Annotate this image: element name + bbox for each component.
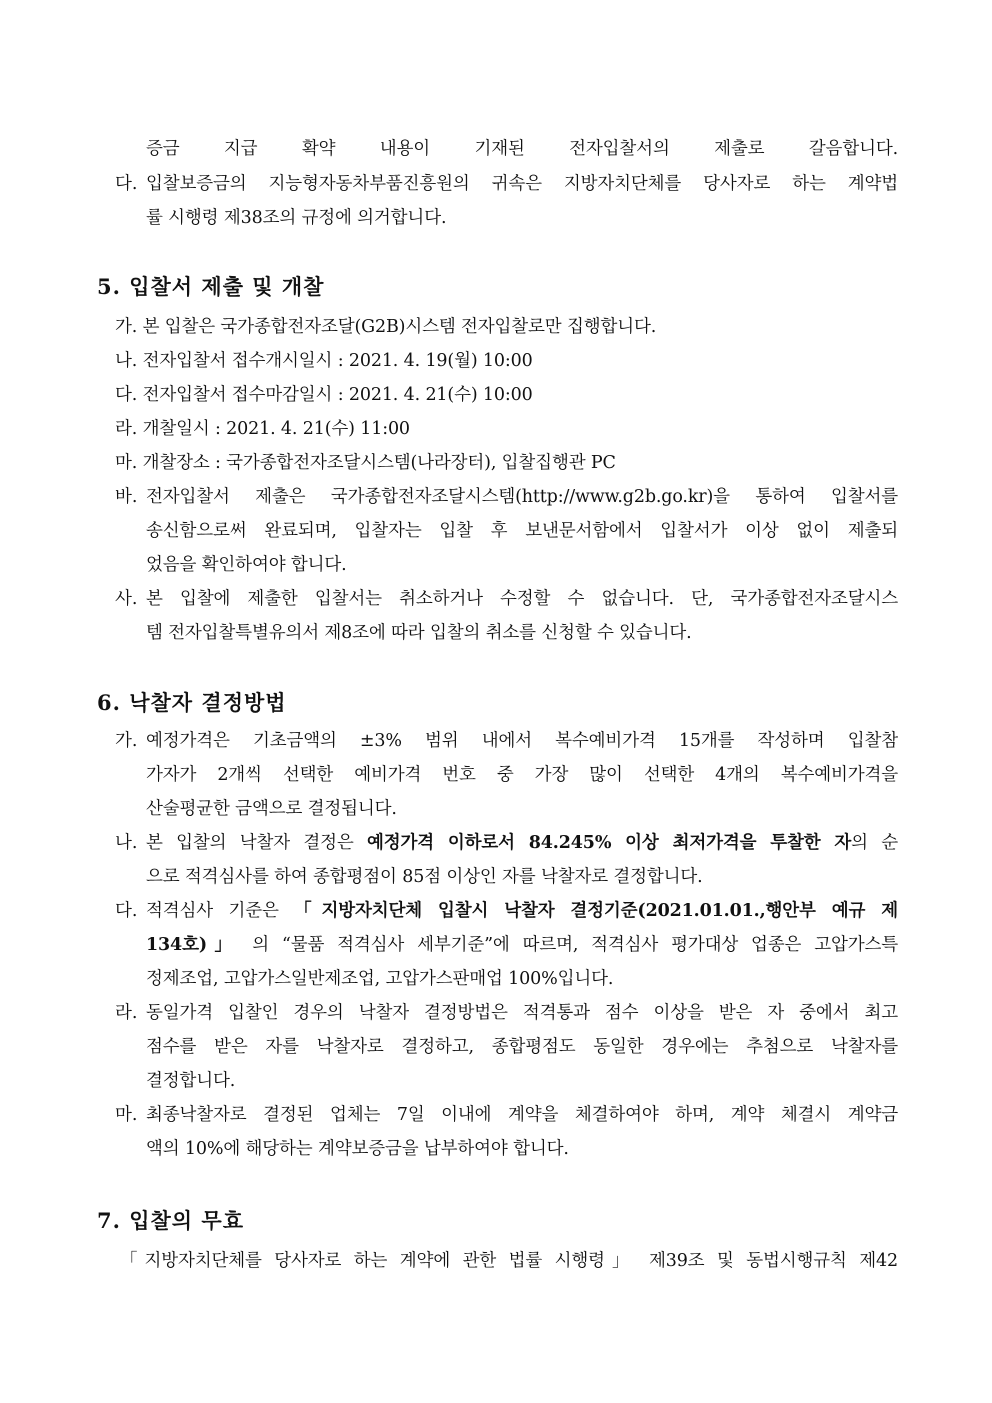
sec5-sa-line1: 본 입찰에 제출한 입찰서는 취소하거나 수정할 수 없습니다. 단, 국가종합전자조달시스 (146, 589, 898, 609)
sec6-na-marker: 나. (115, 833, 138, 853)
sec5-sa-line2: 템 전자입찰특별유의서 제8조에 따라 입찰의 취소를 신청할 수 있습니다. (146, 623, 692, 643)
sec6-da-line1-pre: 적격심사 기준은 (146, 901, 295, 921)
sec6-na-line1-post: 의 순 (851, 833, 898, 853)
sec5-ba-marker: 바. (115, 487, 138, 507)
sec5-ma: 마. 개찰장소 : 국가종합전자조달시스템(나라장터), 입찰집행관 PC (115, 453, 616, 473)
sec4-da-line1: 입찰보증금의 지능형자동차부품진흥원의 귀속은 지방자치단체를 당사자로 하는 계약법 (146, 174, 898, 194)
sec6-da-line1-bold: 「지방자치단체 입찰시 낙찰자 결정기준(2021.01.01.,행안부 예규 제 (294, 901, 898, 921)
sec6-ra-line3: 결정합니다. (146, 1071, 236, 1091)
sec6-ga-line3: 산술평균한 금액으로 결정됩니다. (146, 799, 397, 819)
sec5-heading: 5. 입찰서 제출 및 개찰 (97, 274, 325, 299)
sec4-da-line2: 률 시행령 제38조의 규정에 의거합니다. (146, 208, 447, 228)
sec6-na-line1-pre: 본 입찰의 낙찰자 결정은 (146, 833, 367, 853)
sec6-da-line2 (146, 931, 898, 957)
sec6-na-line2: 으로 적격심사를 하여 종합평점이 85점 이상인 자를 낙찰자로 결정합니다. (146, 867, 703, 887)
sec6-ga-marker: 가. (115, 731, 138, 751)
sec6-ma-line2: 액의 10%에 해당하는 계약보증금을 납부하여야 합니다. (146, 1139, 569, 1159)
sec5-ra: 라. 개찰일시 : 2021. 4. 21(수) 11:00 (115, 419, 410, 439)
sec6-na-line1-bold: 예정가격 이하로서 84.245% 이상 최저가격을 투찰한 자 (366, 833, 852, 853)
sec5-da: 다. 전자입찰서 접수마감일시 : 2021. 4. 21(수) 10:00 (115, 385, 533, 405)
sec6-da-line2-post: 의 “물품 적격심사 세부기준”에 따르며, 적격심사 평가대상 업종은 고압가스특 (252, 935, 898, 955)
sec6-ra-marker: 라. (115, 1003, 138, 1023)
sec6-da-line1 (146, 897, 898, 923)
sec6-da-line3: 정제조업, 고압가스일반제조업, 고압가스판매업 100%입니다. (146, 969, 614, 989)
sec6-ma-marker: 마. (115, 1105, 138, 1125)
sec5-ga: 가. 본 입찰은 국가종합전자조달(G2B)시스템 전자입찰로만 집행합니다. (115, 317, 657, 337)
sec5-sa-marker: 사. (115, 589, 138, 609)
sec6-ga-line2: 가자가 2개씩 선택한 예비가격 번호 중 가장 많이 선택한 4개의 복수예비가격을 (146, 765, 898, 785)
sec4-da-marker: 다. (115, 174, 138, 194)
sec6-na-line1 (146, 829, 898, 855)
sec7-heading: 7. 입찰의 무효 (97, 1208, 244, 1233)
sec5-ba-line2: 송신함으로써 완료되며, 입찰자는 입찰 후 보낸문서함에서 입찰서가 이상 없이 제출되 (146, 521, 898, 541)
sec6-da-marker: 다. (115, 901, 138, 921)
sec6-ra-line1: 동일가격 입찰인 경우의 낙찰자 결정방법은 적격통과 점수 이상을 받은 자 중에서 최고 (146, 1003, 898, 1023)
sec4-cont-line: 증금 지급 확약 내용이 기재된 전자입찰서의 제출로 갈음합니다. (146, 139, 898, 159)
sec5-ba-line1: 전자입찰서 제출은 국가종합전자조달시스템(http://www.g2b.go.kr)을 통하여 입찰서를 (146, 487, 898, 507)
sec6-heading: 6. 낙찰자 결정방법 (97, 690, 287, 715)
sec5-ba-line3: 었음을 확인하여야 합니다. (146, 555, 347, 575)
sec6-da-line2-bold: 134호)」 (146, 935, 240, 955)
sec6-ga-line1: 예정가격은 기초금액의 ±3% 범위 내에서 복수예비가격 15개를 작성하며 입찰참 (146, 731, 898, 751)
sec7-line1: 「지방자치단체를 당사자로 하는 계약에 관한 법률 시행령」 제39조 및 동법시행규칙 제42 (120, 1251, 898, 1271)
sec6-ra-line2: 점수를 받은 자를 낙찰자로 결정하고, 종합평점도 동일한 경우에는 추첨으로 낙찰자를 (146, 1037, 898, 1057)
sec5-na: 나. 전자입찰서 접수개시일시 : 2021. 4. 19(월) 10:00 (115, 351, 533, 371)
sec6-ma-line1: 최종낙찰자로 결정된 업체는 7일 이내에 계약을 체결하여야 하며, 계약 체결시 계약금 (146, 1105, 898, 1125)
